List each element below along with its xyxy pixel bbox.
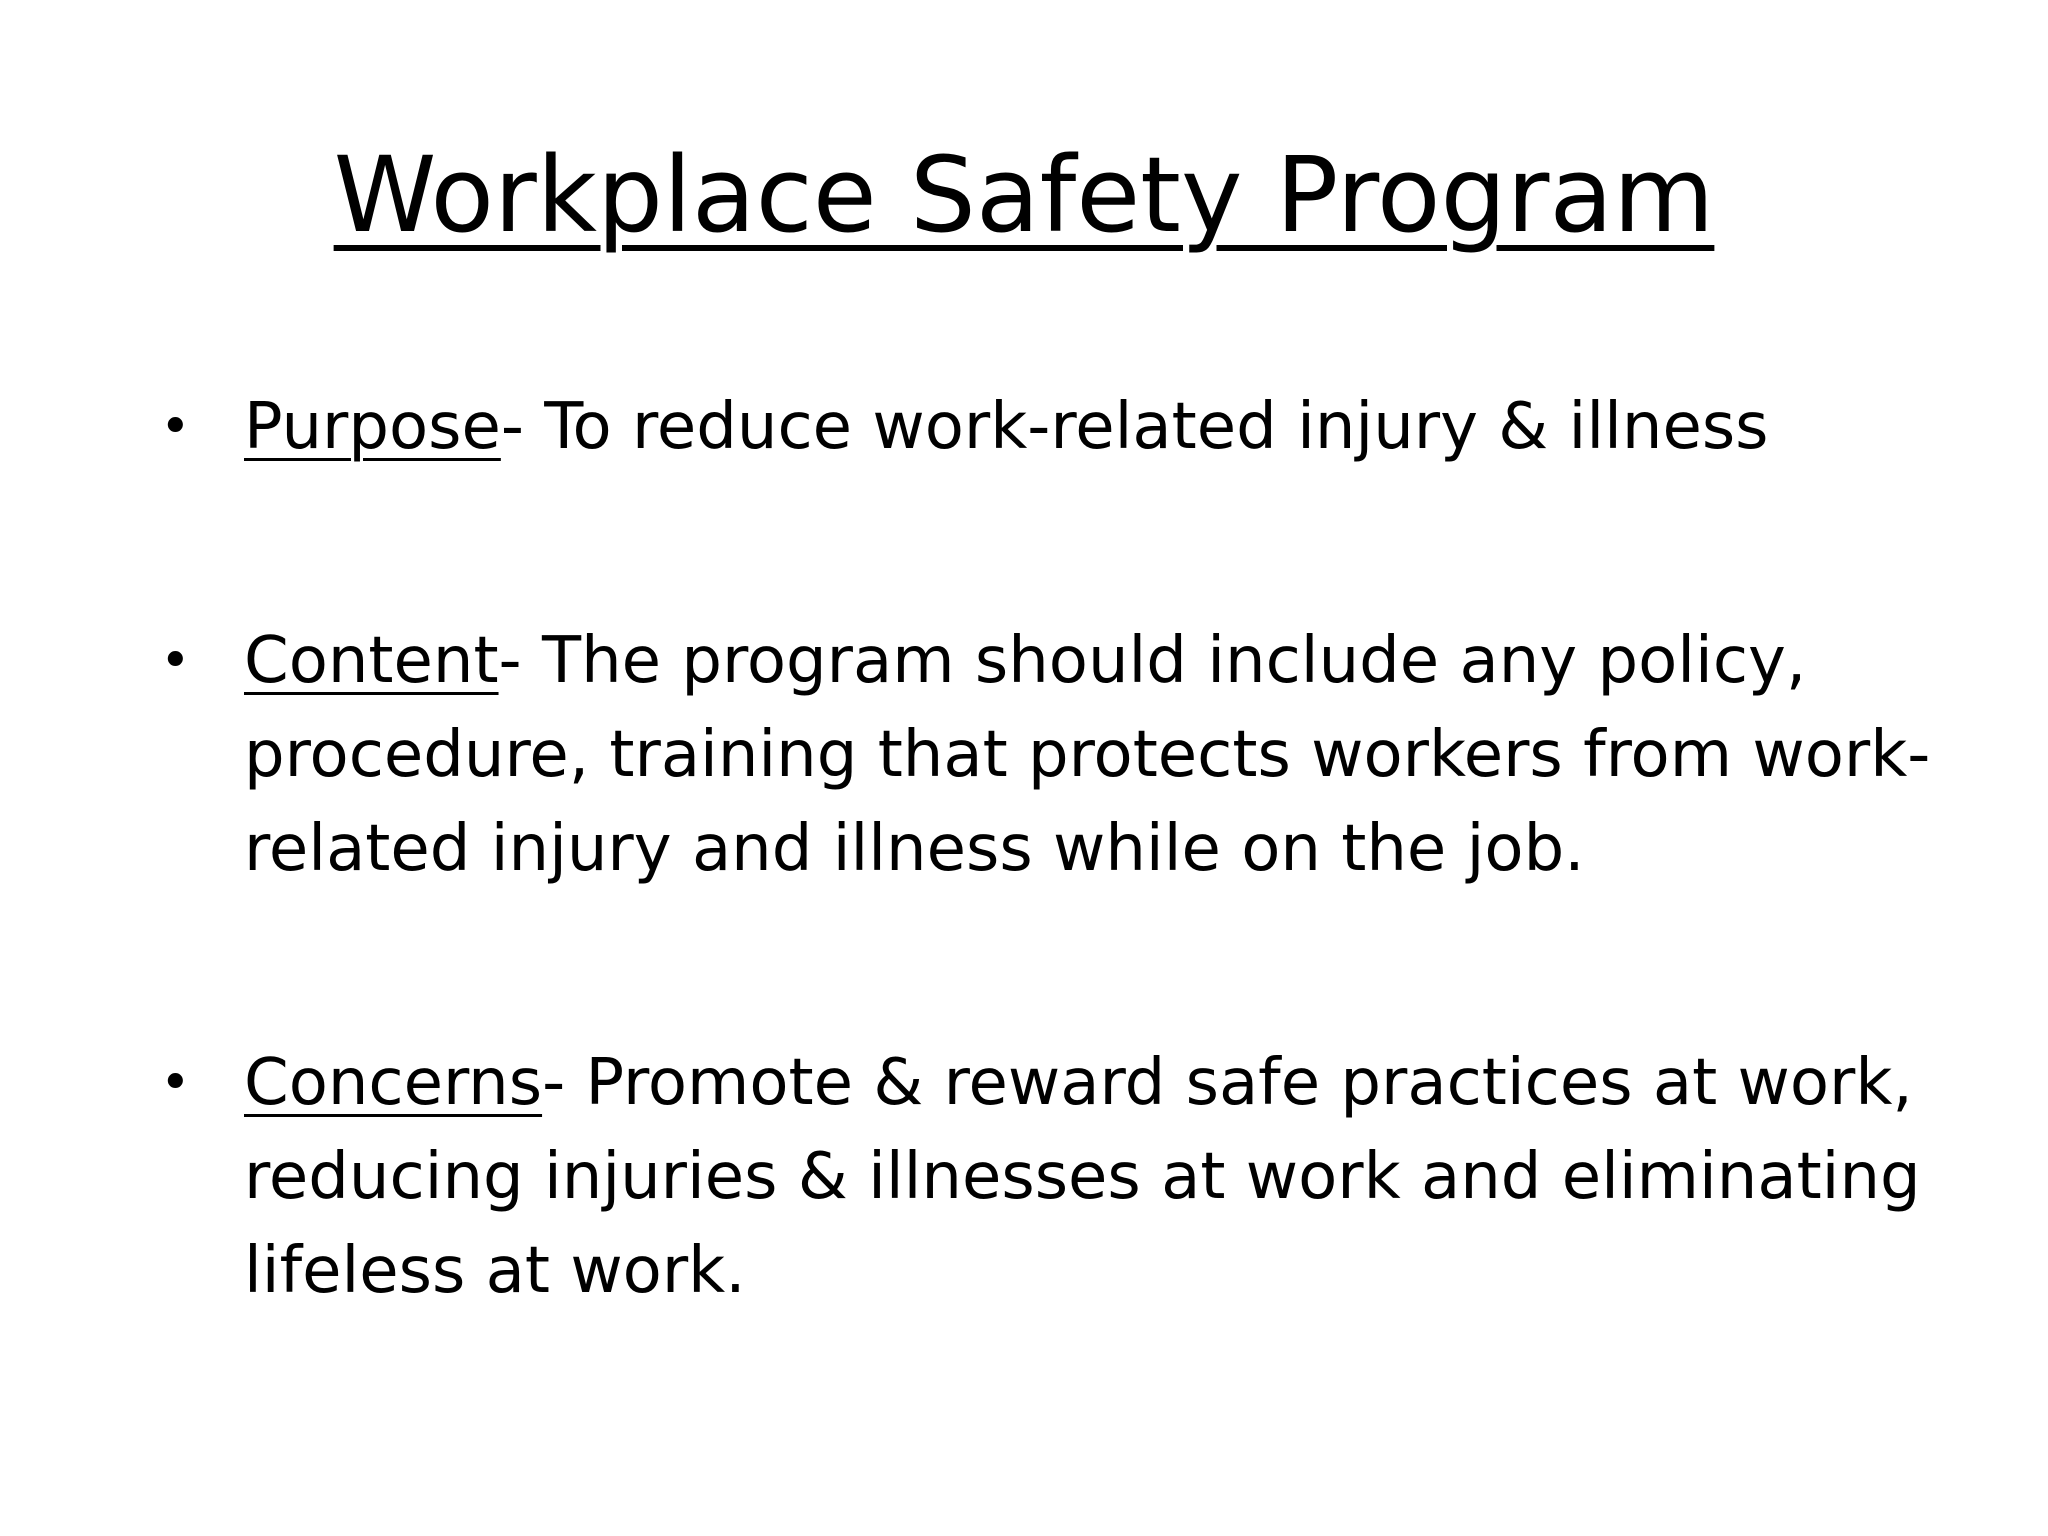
bullet-marker: •	[160, 1053, 191, 1113]
bullet-text-concerns: - Promote & reward safe practices at work, reducing injuries & illnesses at work and eliminating lifeless at work.	[244, 1046, 1921, 1308]
bullet-term-concerns: Concerns	[244, 1046, 543, 1120]
bullet-text-content: - The program should include any policy, procedure, training that protects workers from work-related injury and illness while on the job.	[244, 624, 1931, 886]
bullet-term-purpose: Purpose	[244, 390, 501, 464]
bullet-text-purpose: - To reduce work-related injury & illness	[500, 390, 1769, 464]
slide-title	[0, 130, 2048, 260]
slide-title-text: Workplace Safety Program	[333, 134, 1715, 256]
bullet-item-purpose	[160, 380, 2000, 474]
bullet-item-concerns	[160, 1036, 2000, 1318]
bullet-list	[160, 380, 2000, 1318]
bullet-term-content: Content	[244, 624, 499, 698]
bullet-marker: •	[160, 397, 191, 457]
bullet-item-content	[160, 614, 2000, 896]
bullet-marker: •	[160, 631, 191, 691]
